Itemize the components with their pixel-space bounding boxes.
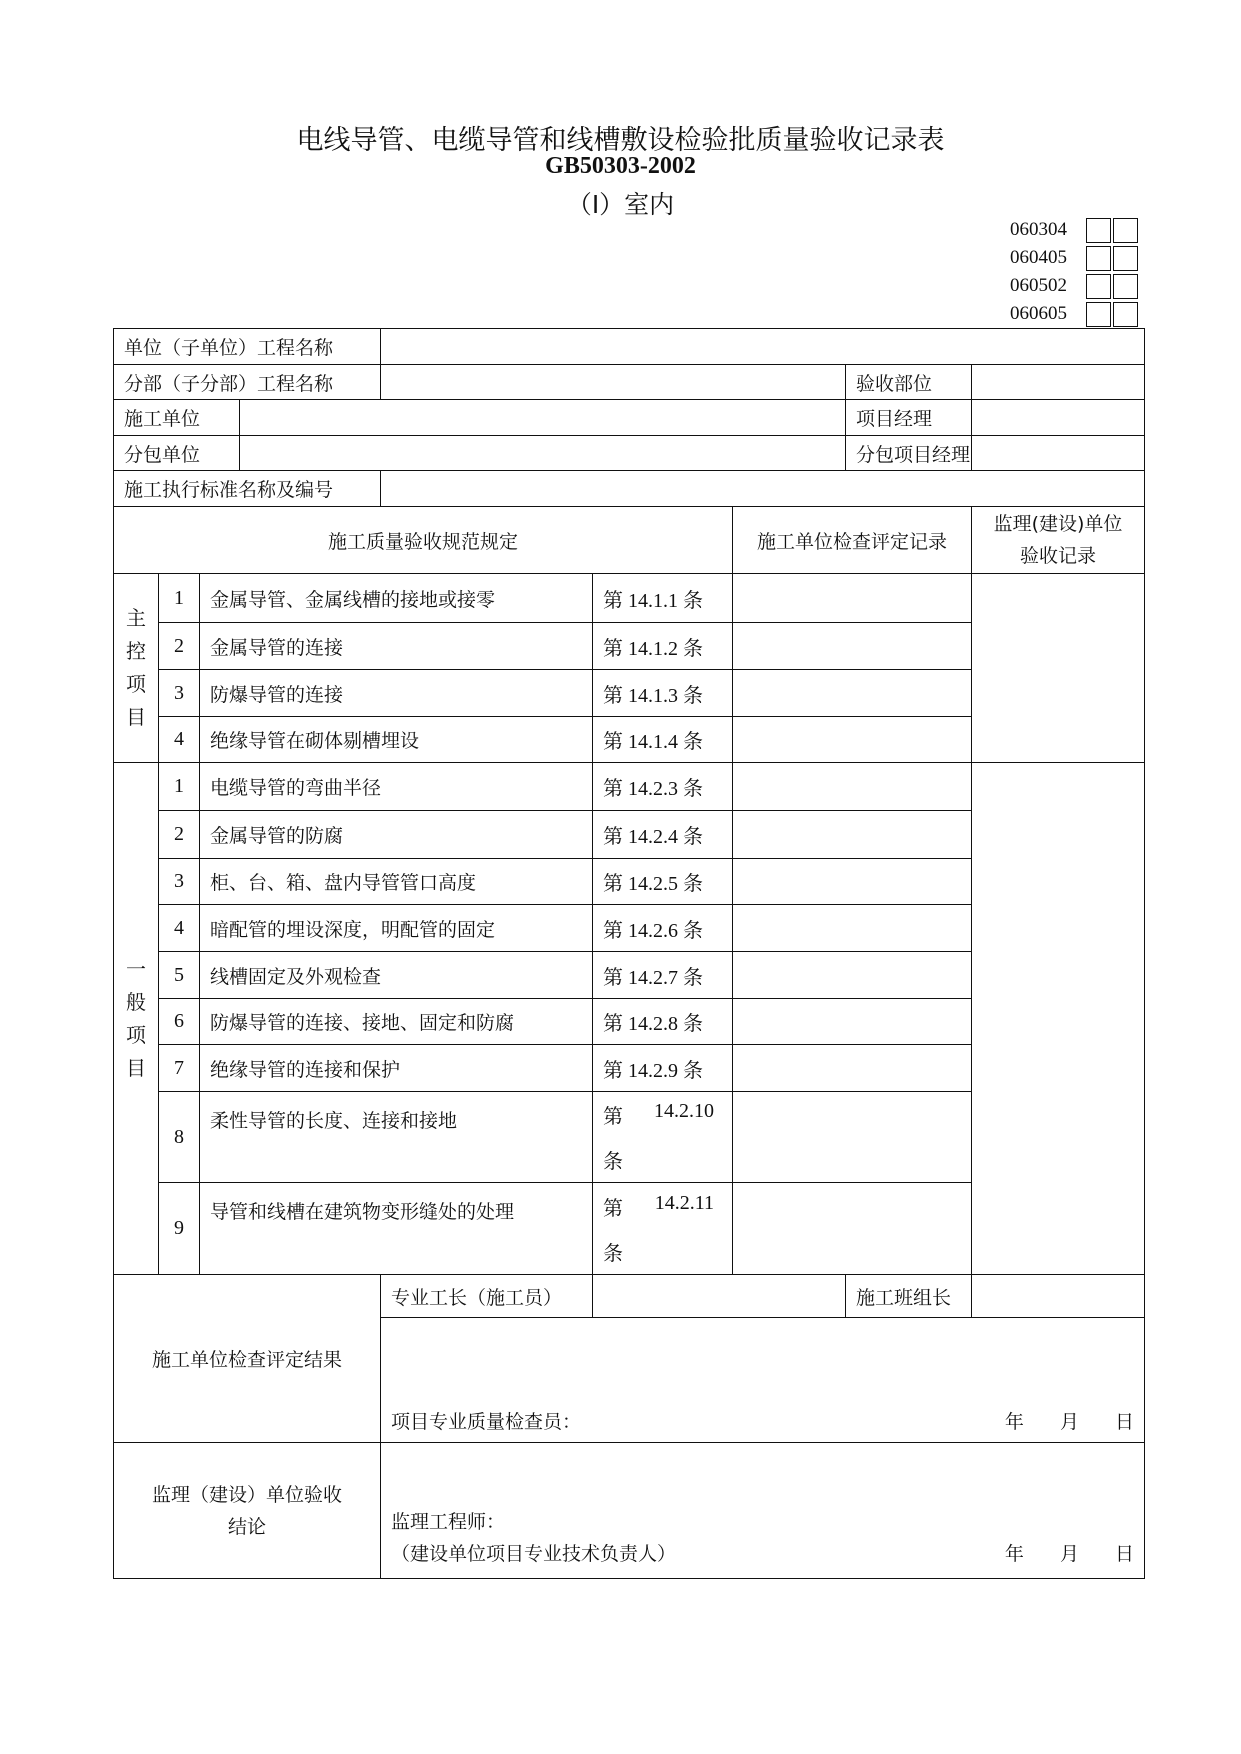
item-clause: 第 14.2.4 条 — [593, 811, 733, 859]
code-row — [1010, 244, 1138, 272]
date-month: 月 — [1059, 1543, 1079, 1565]
supervisor-conclusion-line2: 结论 — [228, 1515, 267, 1538]
item-description-text: 导管和线槽在建筑物变形缝处的处理 — [210, 1201, 515, 1223]
standard-field[interactable] — [381, 471, 1145, 507]
form-title: 电线导管、电缆导管和线槽敷设检验批质量验收记录表 — [296, 125, 945, 156]
item-clause: 第 14.1.4 条 — [593, 717, 733, 763]
supervisor-record-header-line2: 验收记录 — [1020, 545, 1097, 567]
unit-project-label: 单位（子单位）工程名称 — [114, 329, 381, 365]
signature-date — [975, 1407, 1134, 1434]
general-items-group-label — [114, 763, 159, 1275]
standard-label: 施工执行标准名称及编号 — [114, 471, 381, 507]
item-number: 9 — [159, 1183, 200, 1275]
date-year: 年 — [1004, 1543, 1024, 1565]
contractor-result-label: 施工单位检查评定结果 — [114, 1275, 381, 1443]
group-char: 主 — [126, 606, 146, 630]
sub-project-manager-field[interactable] — [972, 436, 1145, 471]
form-subtitle: （Ⅰ）室内 — [566, 190, 675, 219]
code-checkbox-list — [1010, 216, 1138, 328]
supervisor-conclusion-field[interactable] — [381, 1443, 1145, 1579]
signature-date — [975, 1538, 1134, 1570]
clause-suffix: 条 — [603, 1151, 624, 1173]
item-clause — [593, 1092, 733, 1183]
date-year: 年 — [1004, 1411, 1024, 1433]
item-description: 防爆导管的连接 — [200, 670, 593, 717]
group-char: 目 — [126, 705, 146, 729]
contractor-record-cell[interactable] — [733, 905, 972, 952]
code-checkbox[interactable] — [1113, 274, 1138, 299]
supervisor-record-header-line1: 监理(建设)单位 — [993, 513, 1123, 535]
acceptance-part-label: 验收部位 — [846, 365, 972, 400]
date-day: 日 — [1115, 1411, 1135, 1433]
item-clause: 第 14.2.9 条 — [593, 1045, 733, 1092]
contractor-record-cell[interactable] — [733, 717, 972, 763]
code-row — [1010, 216, 1138, 244]
item-description: 防爆导管的连接、接地、固定和防腐 — [200, 999, 593, 1045]
code-label: 060605 — [1010, 303, 1067, 324]
item-description: 柜、台、箱、盘内导管管口高度 — [200, 859, 593, 905]
contractor-record-cell[interactable] — [733, 1092, 972, 1183]
item-number: 2 — [159, 623, 200, 670]
item-clause: 第 14.1.3 条 — [593, 670, 733, 717]
clause-suffix: 条 — [603, 1242, 624, 1265]
item-number: 1 — [159, 763, 200, 811]
owner-rep-label: （建设单位项目专业技术负责人） — [391, 1543, 677, 1565]
sub-project-field[interactable] — [381, 365, 846, 400]
supervisor-record-cell[interactable] — [972, 574, 1145, 763]
code-checkbox[interactable] — [1113, 246, 1138, 271]
item-number: 4 — [159, 717, 200, 763]
group-char: 项 — [126, 1022, 146, 1047]
project-manager-field[interactable] — [972, 400, 1145, 436]
group-char: 项 — [126, 672, 146, 696]
item-number: 3 — [159, 859, 200, 905]
item-number: 8 — [159, 1092, 200, 1183]
contractor-record-cell[interactable] — [733, 859, 972, 905]
item-description: 金属导管、金属线槽的接地或接零 — [200, 574, 593, 623]
contractor-record-cell[interactable] — [733, 952, 972, 999]
team-leader-label: 施工班组长 — [846, 1275, 972, 1318]
contractor-field[interactable] — [240, 400, 846, 436]
item-description: 绝缘导管的连接和保护 — [200, 1045, 593, 1092]
date-day: 日 — [1115, 1543, 1135, 1565]
sub-project-label: 分部（子分部）工程名称 — [114, 365, 381, 400]
contractor-record-cell[interactable] — [733, 623, 972, 670]
item-number: 7 — [159, 1045, 200, 1092]
code-checkbox[interactable] — [1086, 246, 1111, 271]
item-clause: 第 14.2.8 条 — [593, 999, 733, 1045]
code-checkbox[interactable] — [1086, 218, 1111, 243]
acceptance-part-field[interactable] — [972, 365, 1145, 400]
subcontractor-field[interactable] — [240, 436, 846, 471]
contractor-record-header: 施工单位检查评定记录 — [733, 507, 972, 574]
code-row — [1010, 300, 1138, 328]
sub-project-manager-label: 分包项目经理 — [846, 436, 972, 471]
item-clause: 第 14.1.2 条 — [593, 623, 733, 670]
subcontractor-label: 分包单位 — [114, 436, 240, 471]
contractor-record-cell[interactable] — [733, 670, 972, 717]
code-checkbox[interactable] — [1113, 218, 1138, 243]
item-description-text: 柔性导管的长度、连接和接地 — [210, 1110, 458, 1132]
contractor-record-cell[interactable] — [733, 1045, 972, 1092]
inspector-label: 项目专业质量检查员： — [391, 1411, 582, 1433]
contractor-record-cell[interactable] — [733, 574, 972, 623]
contractor-record-cell[interactable] — [733, 763, 972, 811]
item-clause — [593, 1183, 733, 1275]
supervisor-conclusion-line1: 监理（建设）单位验收 — [152, 1483, 343, 1506]
code-label: 060304 — [1010, 219, 1067, 240]
engineer-label: 监理工程师： — [391, 1511, 506, 1533]
unit-project-field[interactable] — [381, 329, 1145, 365]
contractor-record-cell[interactable] — [733, 811, 972, 859]
supervisor-record-header — [972, 507, 1145, 574]
inspection-form-table — [113, 328, 1145, 1579]
group-char: 控 — [126, 639, 146, 663]
code-label: 060405 — [1010, 247, 1067, 268]
group-char: 般 — [126, 989, 146, 1014]
standard-code: GB50303-2002 — [545, 153, 696, 179]
main-items-group-label — [114, 574, 159, 763]
foreman-field[interactable] — [593, 1275, 846, 1318]
clause-prefix: 第 — [603, 1106, 624, 1128]
item-clause: 第 14.2.7 条 — [593, 952, 733, 999]
item-description: 绝缘导管在砌体剔槽埋设 — [200, 717, 593, 763]
clause-number: 14.2.11 — [654, 1191, 715, 1214]
item-description: 线槽固定及外观检查 — [200, 952, 593, 999]
item-description: 金属导管的连接 — [200, 623, 593, 670]
item-description: 金属导管的防腐 — [200, 811, 593, 859]
team-leader-field[interactable] — [972, 1275, 1145, 1318]
date-month: 月 — [1059, 1411, 1079, 1433]
item-clause: 第 14.1.1 条 — [593, 574, 733, 623]
group-char: 一 — [126, 956, 146, 981]
item-number: 1 — [159, 574, 200, 623]
clause-prefix: 第 — [603, 1197, 624, 1220]
code-checkbox[interactable] — [1086, 274, 1111, 299]
supervisor-conclusion-label — [114, 1443, 381, 1579]
item-clause: 第 14.2.3 条 — [593, 763, 733, 811]
item-description: 电缆导管的弯曲半径 — [200, 763, 593, 811]
item-description: 暗配管的埋设深度，明配管的固定 — [200, 905, 593, 952]
item-description — [200, 1183, 593, 1275]
contractor-record-cell[interactable] — [733, 1183, 972, 1275]
item-number: 6 — [159, 999, 200, 1045]
item-number: 3 — [159, 670, 200, 717]
contractor-record-cell[interactable] — [733, 999, 972, 1045]
code-label: 060502 — [1010, 275, 1067, 296]
item-clause: 第 14.2.5 条 — [593, 859, 733, 905]
spec-column-header: 施工质量验收规范规定 — [114, 507, 733, 574]
item-number: 5 — [159, 952, 200, 999]
item-number: 2 — [159, 811, 200, 859]
code-checkbox[interactable] — [1113, 302, 1138, 327]
code-row — [1010, 272, 1138, 300]
foreman-label: 专业工长（施工员） — [381, 1275, 593, 1318]
item-description — [200, 1092, 593, 1183]
contractor-result-field[interactable] — [381, 1318, 1145, 1443]
item-clause: 第 14.2.6 条 — [593, 905, 733, 952]
group-char: 目 — [126, 1055, 146, 1080]
supervisor-record-cell[interactable] — [972, 763, 1145, 1275]
item-number: 4 — [159, 905, 200, 952]
contractor-label: 施工单位 — [114, 400, 240, 436]
clause-number: 14.2.10 — [654, 1100, 715, 1122]
project-manager-label: 项目经理 — [846, 400, 972, 436]
code-checkbox[interactable] — [1086, 302, 1111, 327]
